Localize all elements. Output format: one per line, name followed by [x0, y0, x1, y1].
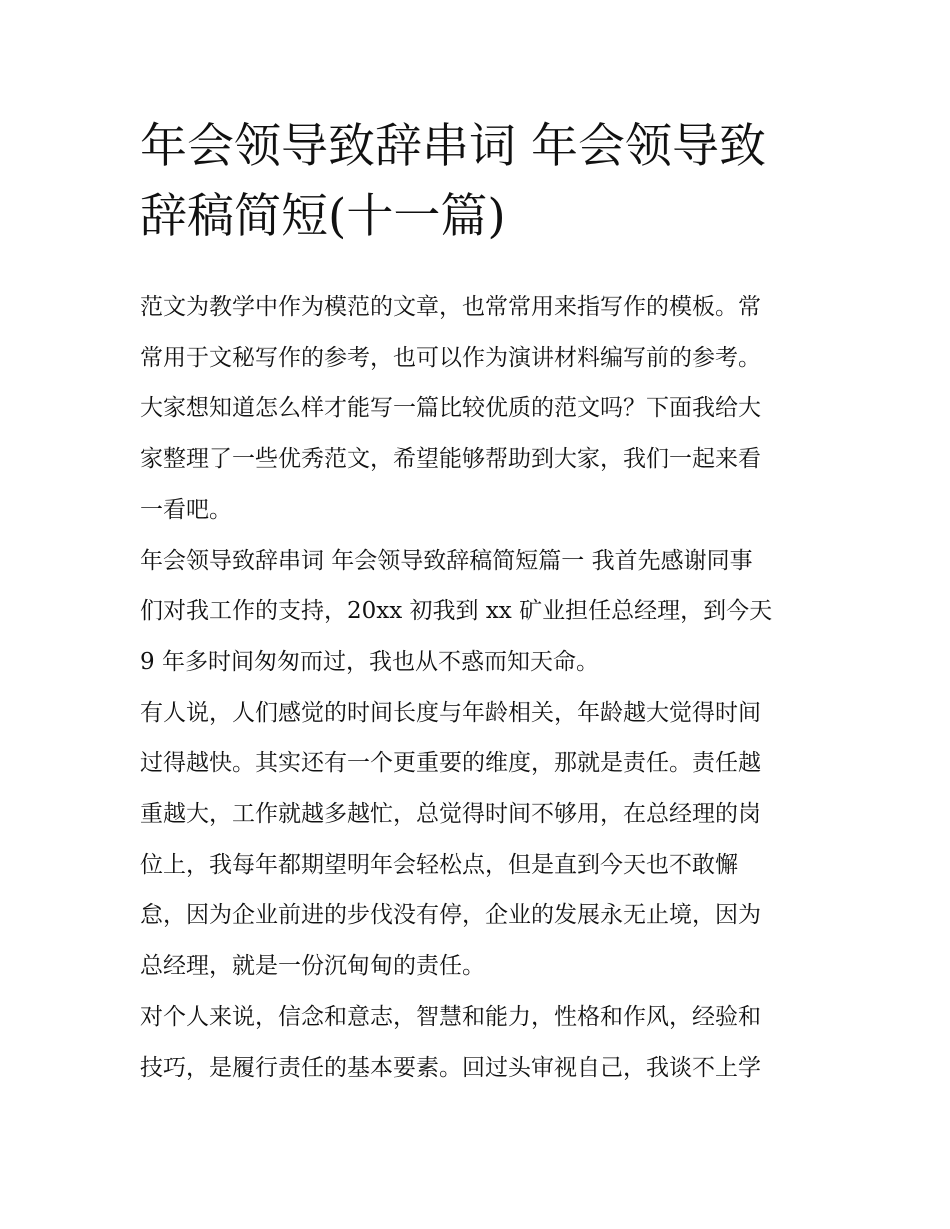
text-line: 对个人来说，信念和意志，智慧和能力，性格和作风，经验和	[140, 1003, 761, 1030]
title-line: 辞稿简短(十一篇)	[140, 189, 506, 244]
paragraph-speech-opening	[140, 536, 820, 688]
text-line: 常用于文秘写作的参考，也可以作为演讲材料编写前的参考。	[140, 344, 761, 371]
text-line: 家整理了一些优秀范文，希望能够帮助到大家，我们一起来看	[140, 446, 761, 473]
text-line: 们对我工作的支持，20xx 初我到 xx 矿业担任总经理，到今天	[140, 598, 773, 625]
document-title	[140, 112, 820, 252]
title-line: 年会领导致辞串词 年会领导致	[140, 119, 766, 174]
text-line: 怠，因为企业前进的步伐没有停，企业的发展永无止境，因为	[140, 902, 761, 929]
text-line: 有人说，人们感觉的时间长度与年龄相关，年龄越大觉得时间	[140, 699, 761, 726]
text-line: 年会领导致辞串词 年会领导致辞稿简短篇一 我首先感谢同事	[140, 547, 753, 574]
paragraph-time-responsibility	[140, 688, 820, 992]
text-line: 总经理，就是一份沉甸甸的责任。	[140, 953, 485, 980]
text-line: 范文为教学中作为模范的文章，也常常用来指写作的模板。常	[140, 294, 761, 320]
text-line: 过得越快。其实还有一个更重要的维度，那就是责任。责任越	[140, 750, 761, 777]
text-line: 位上，我每年都期望明年会轻松点，但是直到今天也不敢懈	[140, 851, 738, 878]
text-line: 大家想知道怎么样才能写一篇比较优质的范文吗？下面我给大	[140, 395, 761, 422]
document-content	[140, 112, 820, 1093]
paragraph-intro	[140, 282, 820, 536]
text-line: 技巧，是履行责任的基本要素。回过头审视自己，我谈不上学	[140, 1054, 761, 1081]
text-line: 重越大，工作就越多越忙，总觉得时间不够用，在总经理的岗	[140, 801, 761, 828]
paragraph-personal-reflection	[140, 992, 820, 1093]
text-line: 一看吧。	[140, 496, 232, 523]
text-line: 9 年多时间匆匆而过，我也从不惑而知天命。	[140, 648, 599, 675]
